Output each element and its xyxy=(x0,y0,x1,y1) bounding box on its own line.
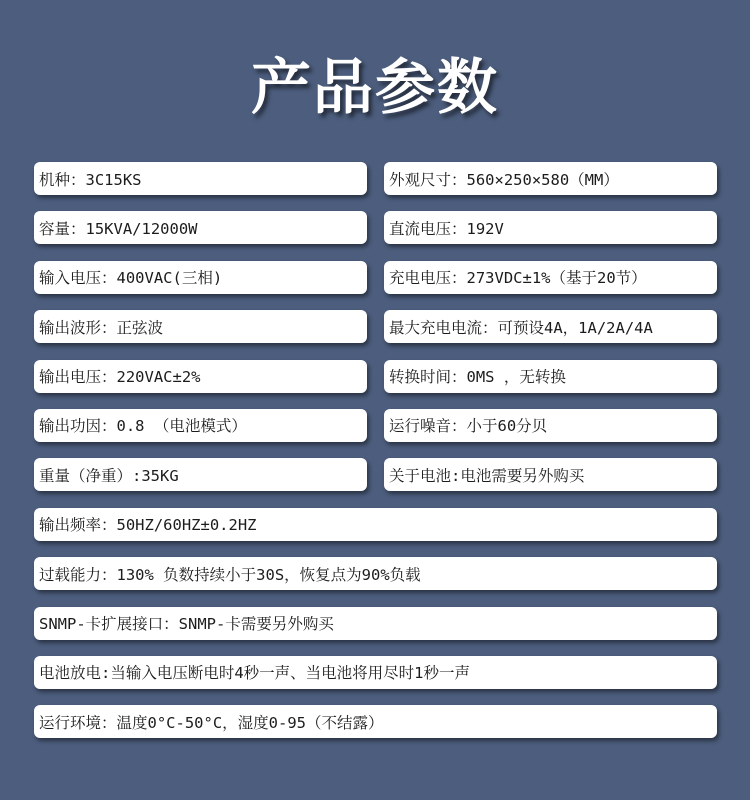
spec-dimensions: 外观尺寸：560×250×580（MM） xyxy=(384,162,717,195)
spec-input-voltage: 输入电压：400VAC(三相) xyxy=(34,261,367,294)
spec-snmp: SNMP-卡扩展接口：SNMP-卡需要另外购买 xyxy=(34,607,717,640)
spec-row xyxy=(34,261,717,294)
spec-row xyxy=(34,557,717,590)
spec-row xyxy=(34,607,717,640)
spec-row xyxy=(34,211,717,244)
spec-battery-note: 关于电池:电池需要另外购买 xyxy=(384,458,717,491)
spec-table xyxy=(34,162,717,755)
page-title: 产品参数 xyxy=(251,53,499,123)
spec-power-factor: 输出功因：0.8 （电池模式） xyxy=(34,409,367,442)
spec-noise: 运行噪音：小于60分贝 xyxy=(384,409,717,442)
spec-row xyxy=(34,508,717,541)
spec-output-frequency: 输出频率：50HZ/60HZ±0.2HZ xyxy=(34,508,717,541)
spec-output-waveform: 输出波形：正弦波 xyxy=(34,310,367,343)
spec-row xyxy=(34,705,717,738)
spec-battery-discharge: 电池放电:当输入电压断电时4秒一声、当电池将用尽时1秒一声 xyxy=(34,656,717,689)
spec-row xyxy=(34,162,717,195)
spec-row xyxy=(34,409,717,442)
spec-row xyxy=(34,360,717,393)
spec-transfer-time: 转换时间：0MS ，无转换 xyxy=(384,360,717,393)
spec-row xyxy=(34,458,717,491)
spec-output-voltage: 输出电压：220VAC±2% xyxy=(34,360,367,393)
spec-max-charge-current: 最大充电电流：可预设4A，1A/2A/4A xyxy=(384,310,717,343)
spec-row xyxy=(34,310,717,343)
spec-model: 机种：3C15KS xyxy=(34,162,367,195)
spec-overload: 过载能力：130% 负数持续小于30S，恢复点为90%负载 xyxy=(34,557,717,590)
spec-row xyxy=(34,656,717,689)
spec-dc-voltage: 直流电压：192V xyxy=(384,211,717,244)
spec-weight: 重量（净重）:35KG xyxy=(34,458,367,491)
spec-environment: 运行环境：温度0°C-50°C，湿度0-95（不结露） xyxy=(34,705,717,738)
spec-capacity: 容量：15KVA/12000W xyxy=(34,211,367,244)
spec-charge-voltage: 充电电压：273VDC±1%（基于20节） xyxy=(384,261,717,294)
